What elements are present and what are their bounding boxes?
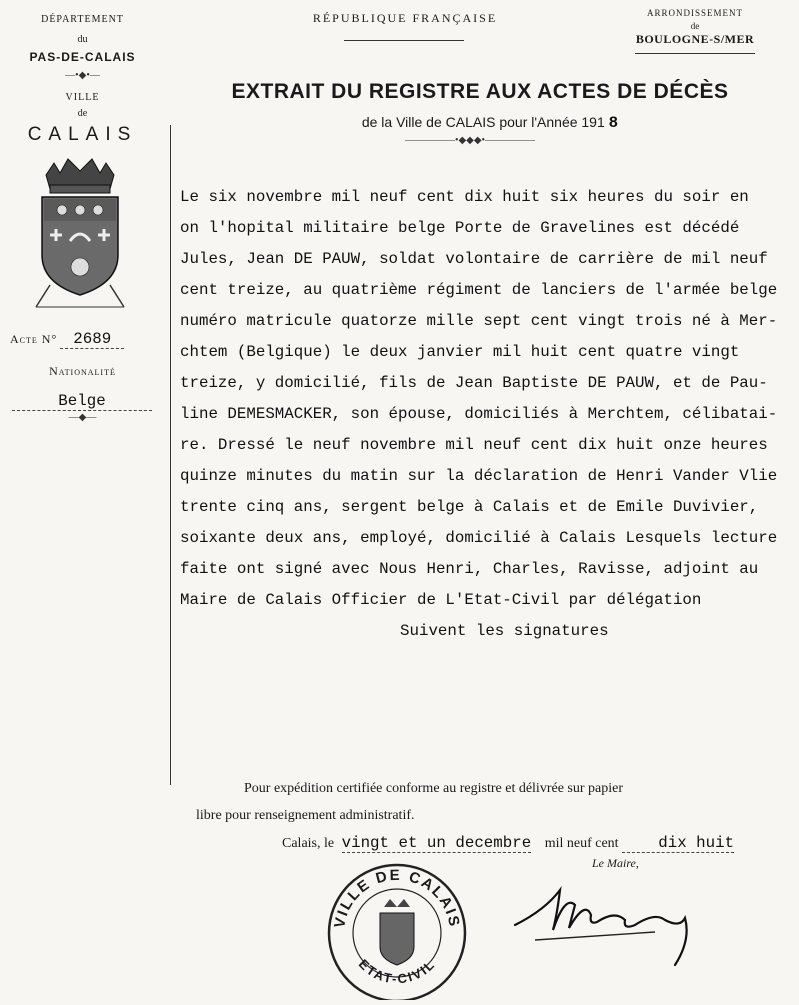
body-line: chtem (Belgique) le deux janvier mil huit cent quatre vingt <box>180 343 740 361</box>
body-line: line DEMESMACKER, son épouse, domiciliés à Merchtem, célibatai- <box>180 405 778 423</box>
body-line: Le six novembre mil neuf cent dix huit six heures du soir en <box>180 188 749 206</box>
de-label: de <box>77 108 88 119</box>
year-typed: dix huit <box>622 834 734 853</box>
nationalite-label: Nationalité <box>49 364 116 378</box>
title-ornament: —————•◆◆◆•————— <box>404 135 536 146</box>
republique-header: RÉPUBLIQUE FRANÇAISE <box>312 11 498 25</box>
page-subtitle <box>260 114 720 132</box>
body-line: trente cinq ans, sergent belge à Calais et de Emile Duvivier, <box>180 498 759 516</box>
arrondissement-label: ARRONDISSEMENT <box>646 8 743 18</box>
certification-line-2: libre pour renseignement administratif. <box>196 808 415 823</box>
divider-ornament: —•◆•— <box>65 70 100 81</box>
body-line: Jules, Jean DE PAUW, soldat volontaire de carrière de mil neuf <box>180 250 768 268</box>
body-line: faite ont signé avec Nous Henri, Charles, Ravisse, adjoint au <box>180 560 759 578</box>
nationalite-value: Belge <box>12 392 152 411</box>
arrondissement-de: de <box>690 21 700 31</box>
ville-name: CALAIS <box>27 124 138 145</box>
divider-ornament-2: —◆— <box>68 412 97 423</box>
subtitle-year-digit: 8 <box>608 114 619 132</box>
certification-line-1: Pour expédition certifiée conforme au registre et délivrée sur papier <box>244 781 624 796</box>
departement-label: DÉPARTEMENT <box>41 14 124 25</box>
column-divider <box>170 125 171 785</box>
acte-line <box>10 330 160 349</box>
body-line: cent treize, au quatrième régiment de lanciers de l'armée belge <box>180 281 778 299</box>
acte-label: Acte N° <box>10 332 58 346</box>
du-label: du <box>77 34 88 45</box>
le-maire-label: Le Maire, <box>592 856 639 870</box>
page-title: EXTRAIT DU REGISTRE AUX ACTES DE DÉCÈS <box>231 80 729 103</box>
body-line: Maire de Calais Officier de L'Etat-Civil par délégation <box>180 591 702 609</box>
arrondissement-rule <box>635 53 755 54</box>
stamp-top-text: VILLE DE CALAIS <box>331 866 463 930</box>
mil-neuf-cent: mil neuf cent <box>544 836 619 851</box>
body-line: Suivent les signatures <box>400 622 609 640</box>
body-line: treize, y domicilié, fils de Jean Baptiste DE PAUW, et de Pau- <box>180 374 768 392</box>
subtitle-text: de la Ville de CALAIS pour l'Année 191 <box>361 114 605 130</box>
stamp-bottom-text: ETAT-CIVIL <box>355 956 439 987</box>
republique-rule <box>344 40 464 41</box>
body-line: numéro matricule quatorze mille sept cent vingt trois né à Mer- <box>180 312 778 330</box>
calais-le: Calais, le <box>282 836 335 851</box>
official-stamp-icon <box>322 855 472 1000</box>
date-line <box>282 834 734 853</box>
arrondissement-name: BOULOGNE-S/MER <box>635 32 755 46</box>
ville-label: VILLE <box>65 92 100 103</box>
mayor-signature-icon <box>505 870 705 980</box>
date-typed: vingt et un decembre <box>341 834 532 852</box>
body-line: quinze minutes du matin sur la déclaration de Henri Vander Vlie <box>180 467 778 485</box>
departement-name: PAS-DE-CALAIS <box>29 50 136 64</box>
body-line: soixante deux ans, employé, domicilié à Calais Lesquels lecture <box>180 529 778 547</box>
acte-number: 2689 <box>60 330 124 349</box>
body-line: on l'hopital militaire belge Porte de Gravelines est décédé <box>180 219 740 237</box>
body-line: re. Dressé le neuf novembre mil neuf cent dix huit onze heures <box>180 436 768 454</box>
arrondissement-block <box>600 8 790 54</box>
coat-of-arms-icon <box>30 155 130 315</box>
